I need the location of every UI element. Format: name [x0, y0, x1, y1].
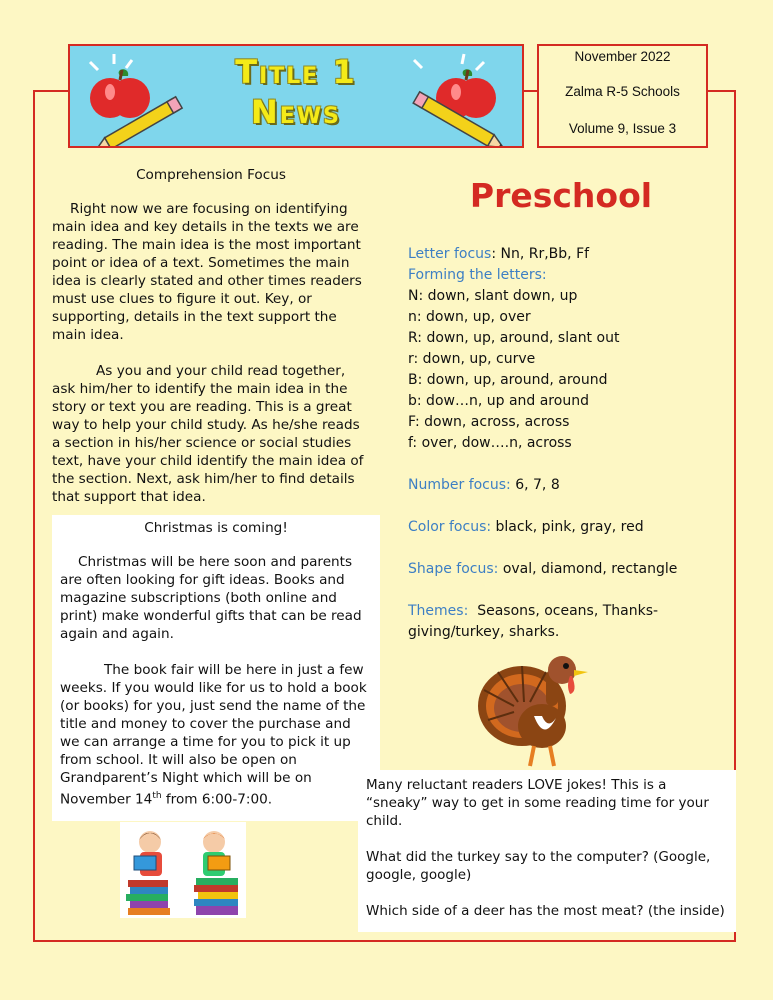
letter-focus-line — [408, 244, 708, 265]
letter-focus-value: : Nn, Rr,Bb, Ff — [491, 246, 590, 262]
newsletter-title — [70, 52, 522, 132]
joke-1: What did the turkey say to the computer? (Google, google, google) — [366, 849, 711, 883]
date-suffix: th — [152, 791, 162, 801]
forming-letters-label: Forming the letters: — [408, 267, 547, 283]
turkey-icon — [474, 646, 600, 772]
stroke-line: B: down, up, around, around — [408, 372, 608, 388]
issue-info-box — [537, 44, 708, 148]
letter-focus-label: Letter focus — [408, 246, 492, 262]
color-focus-label: Color focus: — [408, 519, 492, 535]
number-focus-value: 6, 7, 8 — [510, 477, 560, 493]
stroke-line: R: down, up, around, slant out — [408, 330, 620, 346]
stroke-line: r: down, up, curve — [408, 351, 536, 367]
stroke-line: b: dow…n, up and around — [408, 393, 589, 409]
themes-label: Themes: — [408, 603, 469, 619]
christmas-paragraph-2-end: from 6:00-7:00. — [161, 791, 273, 808]
title-line-2: News — [251, 93, 341, 131]
color-focus-value: black, pink, gray, red — [491, 519, 644, 535]
color-focus-line — [408, 517, 708, 538]
shape-focus-label: Shape focus: — [408, 561, 499, 577]
preschool-section — [408, 244, 708, 643]
comprehension-paragraph-2: As you and your child read together, ask him/her to identify the main idea in the story or text you are reading. This is a great way to help your child study. As he/she reads a section in his/her science or social studies text, have your child identify the main idea of the section. Next, ask him/her to find details that support that idea. — [52, 363, 364, 505]
christmas-paragraph-2 — [60, 661, 372, 809]
newsletter-banner — [68, 44, 524, 148]
jokes-intro: Many reluctant readers LOVE jokes! This is a “sneaky” way to get in some reading time for your child. — [366, 777, 709, 829]
jokes-section — [358, 770, 736, 932]
themes-value: Seasons, oceans, Thanks-giving/turkey, sharks. — [408, 603, 659, 640]
christmas-paragraph-1: Christmas will be here soon and parents are often looking for gift ideas. Books and magazine subscriptions (both online and print) make wonderful gifts that can be read again and again. — [60, 554, 362, 642]
stroke-line: f: over, dow….n, across — [408, 435, 572, 451]
christmas-title: Christmas is coming! — [144, 520, 288, 536]
comprehension-paragraph-1: Right now we are focusing on identifying main idea and key details in the texts we are reading. The main idea is the most important point or idea of a text. Sometimes the main idea is clearly stated and other times readers must use clues to figure it out. Key, or supporting, details in the text support the main idea. — [52, 201, 362, 343]
title-line-1: Title 1 — [235, 53, 357, 91]
christmas-paragraph-2-text: The book fair will be here in just a few weeks. If you would like for us to hold a book (or books) for you, just send the name of the title and money to cover the purchase and we can arrange a time for you to pick it up from school. It will also be open on Grandparent’s Night which will be on November 14 — [60, 662, 367, 808]
stroke-line: n: down, up, over — [408, 309, 531, 325]
christmas-section — [52, 515, 380, 821]
stroke-line: F: down, across, across — [408, 414, 570, 430]
shape-focus-line — [408, 559, 708, 580]
issue-date: November 2022 — [574, 49, 671, 64]
number-focus-label: Number focus: — [408, 477, 511, 493]
preschool-heading: Preschool — [469, 176, 653, 215]
kids-reading-books-icon — [120, 822, 246, 918]
shape-focus-value: oval, diamond, rectangle — [498, 561, 678, 577]
stroke-line: N: down, slant down, up — [408, 288, 578, 304]
number-focus-line — [408, 475, 708, 496]
kids-reading-image — [120, 822, 246, 918]
school-name: Zalma R-5 Schools — [565, 84, 680, 99]
joke-2: Which side of a deer has the most meat? (the inside) — [366, 903, 725, 919]
comprehension-section — [52, 166, 370, 524]
themes-line — [408, 601, 708, 643]
comprehension-title: Comprehension Focus — [136, 167, 286, 183]
issue-number: Volume 9, Issue 3 — [568, 121, 677, 136]
